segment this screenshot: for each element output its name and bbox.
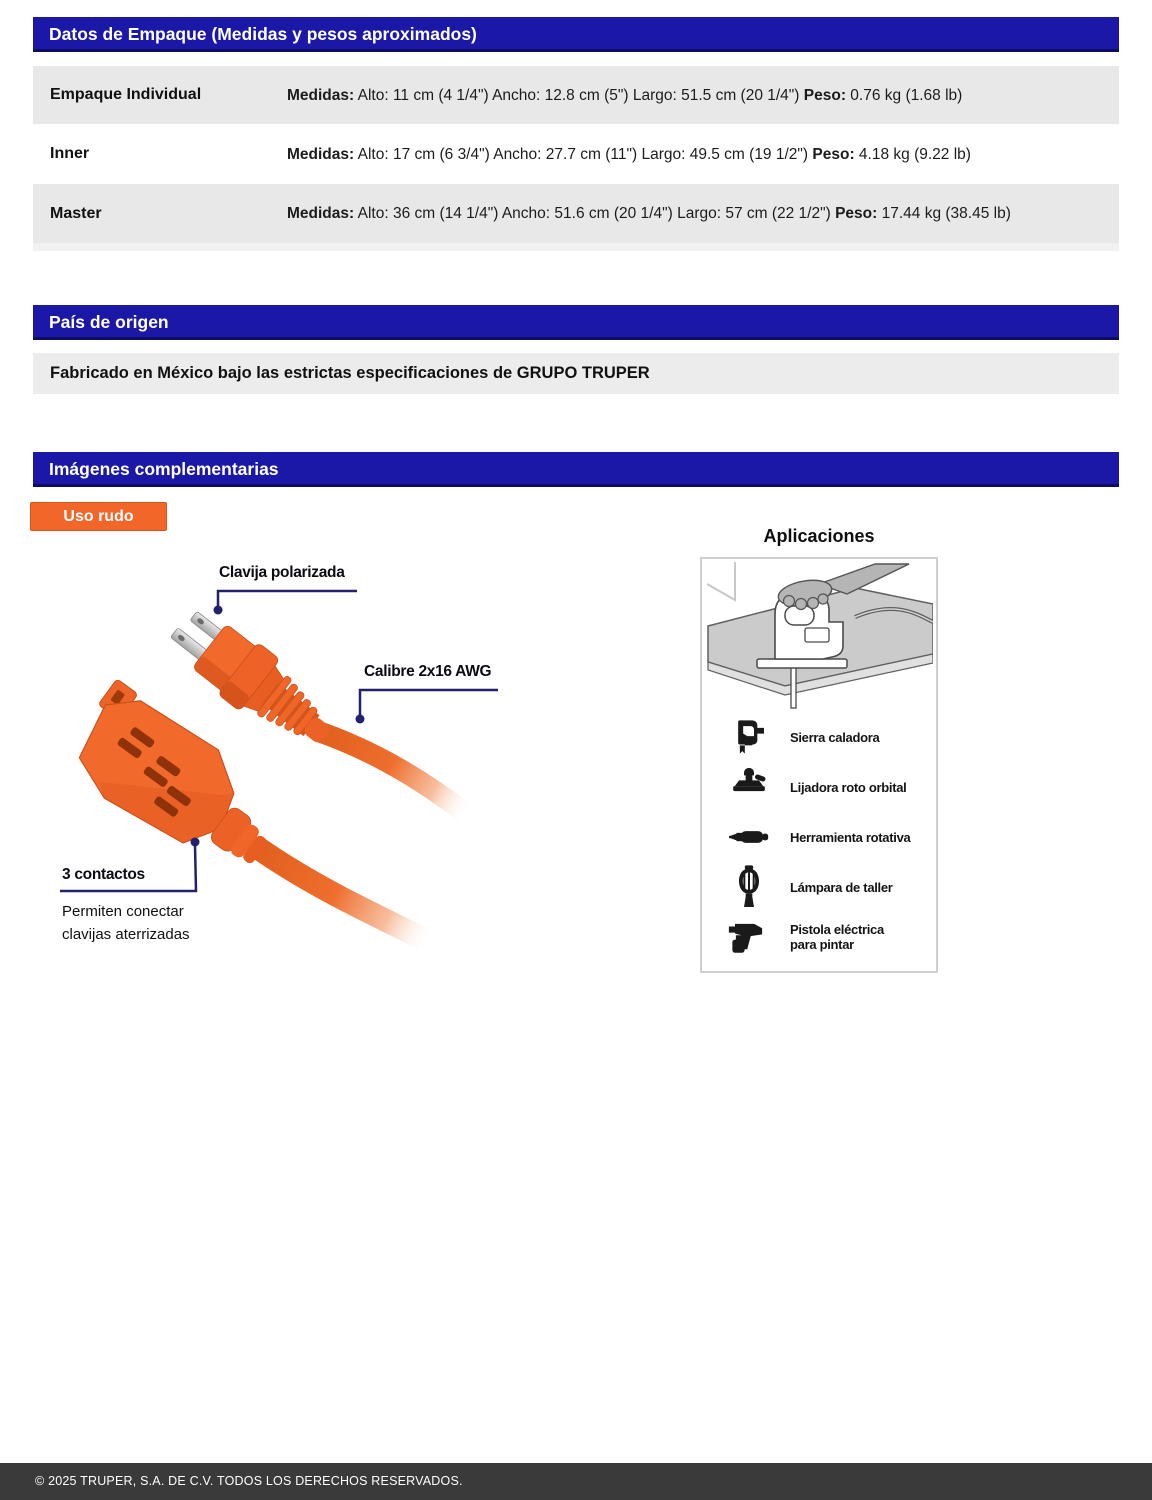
packaging-row-value (287, 184, 1119, 243)
application-item (702, 712, 936, 762)
copyright-footer: © 2025 TRUPER, S.A. DE C.V. TODOS LOS DERECHOS RESERVADOS. (0, 1463, 1152, 1500)
rotary-tool-icon (708, 817, 790, 857)
application-label: Sierra caladora (790, 729, 880, 745)
peso-label: Peso: (812, 145, 855, 163)
plug-cable (320, 732, 466, 814)
peso-value: 4.18 kg (9.22 lb) (858, 145, 971, 163)
callout-line-gauge (360, 690, 498, 716)
callout-line-plug (218, 591, 357, 606)
packaging-row-label: Master (50, 204, 102, 222)
packaging-row-label: Empaque Individual (50, 86, 202, 103)
peso-value: 17.44 kg (38.45 lb) (881, 205, 1011, 222)
heavy-duty-badge: Uso rudo (30, 502, 167, 531)
application-label: Lámpara de taller (790, 879, 893, 895)
medidas-value: Alto: 11 cm (4 1/4") Ancho: 12.8 cm (5") Largo: 51.5 cm (20 1/4") (357, 86, 800, 104)
application-label-line2: para pintar (790, 937, 854, 952)
orbital-sander-icon (708, 767, 790, 807)
medidas-value: Alto: 17 cm (6 3/4") Ancho: 27.7 cm (11") Largo: 49.5 cm (19 1/2") (357, 145, 809, 163)
origin-statement: Fabricado en México bajo las estrictas especificaciones de GRUPO TRUPER (33, 353, 1119, 394)
application-label (790, 922, 930, 952)
table-row (33, 66, 1119, 124)
socket-cable (258, 848, 430, 942)
section-title-origin: País de origen (33, 305, 1119, 340)
applications-panel (700, 557, 938, 973)
callout-plug-label: Clavija polarizada (219, 564, 345, 581)
table-row (33, 124, 1119, 184)
medidas-label: Medidas: (287, 145, 355, 163)
medidas-label: Medidas: (287, 205, 355, 222)
peso-label: Peso: (835, 205, 878, 222)
callout-gauge-label: Calibre 2x16 AWG (364, 663, 492, 680)
section-title-packaging: Datos de Empaque (Medidas y pesos aproximados) (33, 17, 1119, 52)
application-item (702, 912, 936, 962)
table-footer-strip (33, 243, 1119, 251)
jigsaw-illustration (705, 562, 933, 712)
medidas-value: Alto: 36 cm (14 1/4") Ancho: 51.6 cm (20 1/4") Largo: 57 cm (22 1/2") (357, 205, 831, 222)
peso-label: Peso: (803, 86, 846, 104)
applications-title: Aplicaciones (763, 526, 875, 546)
medidas-label: Medidas: (287, 86, 355, 104)
packaging-row-value (287, 66, 1119, 124)
application-item (702, 862, 936, 912)
callout-contacts-note (62, 900, 190, 946)
contacts-note-line1: Permiten conectar (62, 903, 184, 920)
work-lamp-icon (708, 865, 790, 909)
application-label: Herramienta rotativa (790, 829, 911, 845)
application-item (702, 812, 936, 862)
peso-value: 0.76 kg (1.68 lb) (850, 86, 963, 104)
packaging-row-value (287, 124, 1119, 184)
application-label: Lijadora roto orbital (790, 779, 907, 795)
contacts-note-line2: clavijas aterrizadas (62, 926, 190, 943)
table-row (33, 184, 1119, 243)
application-label-line1: Pistola eléctrica (790, 922, 884, 937)
application-item (702, 762, 936, 812)
callout-contacts-label: 3 contactos (62, 866, 145, 883)
spray-gun-icon (708, 916, 790, 958)
jigsaw-icon (708, 717, 790, 757)
section-title-images: Imágenes complementarias (33, 452, 1119, 487)
packaging-row-label: Inner (50, 145, 90, 162)
